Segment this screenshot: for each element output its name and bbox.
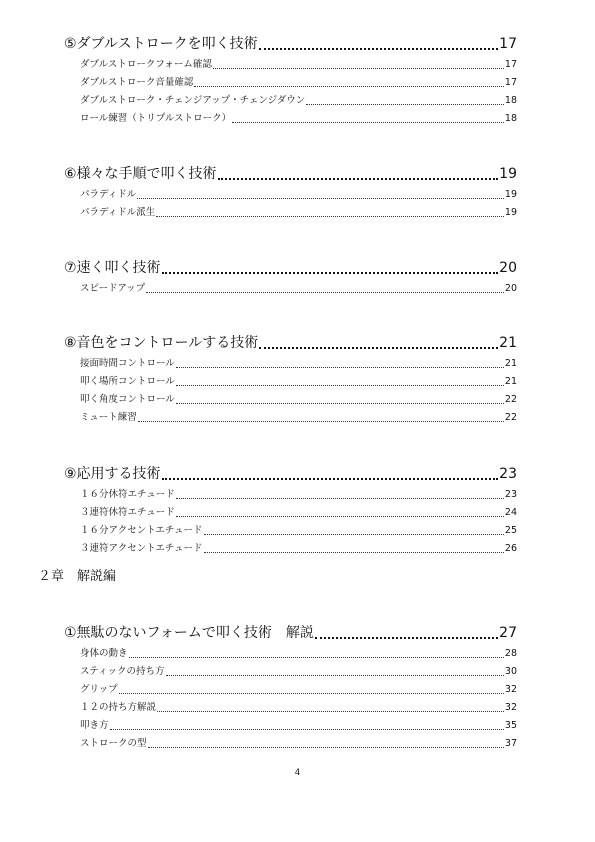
toc-entry-label: グリップ: [80, 684, 118, 695]
toc-entry[interactable]: [80, 506, 517, 520]
toc-entry-label: ストロークの型: [80, 738, 147, 749]
toc-section-page: 20: [499, 260, 517, 276]
toc-entry[interactable]: [80, 94, 517, 108]
toc-entry-page: 21: [504, 376, 517, 387]
toc-entry-page: 19: [504, 189, 517, 200]
chapter-heading: ２章 解説編: [38, 569, 117, 584]
toc-entry[interactable]: [80, 488, 517, 502]
toc-entry[interactable]: [80, 375, 517, 389]
dot-leader: [218, 178, 499, 180]
toc-entry[interactable]: [80, 393, 517, 407]
dot-leader: [138, 421, 504, 422]
toc-entry-page: 37: [504, 738, 517, 749]
toc-entry[interactable]: [80, 411, 517, 425]
toc-entry-page: 18: [504, 95, 517, 106]
toc-entry-label: ミュート練習: [80, 412, 137, 423]
toc-section-title: ⑦速く叩く技術: [64, 260, 161, 276]
toc-entry[interactable]: [80, 524, 517, 538]
toc-section-page: 21: [499, 335, 517, 351]
dot-leader: [156, 216, 504, 217]
toc-entry[interactable]: [80, 542, 517, 556]
dot-leader: [259, 347, 498, 349]
toc-entry-label: ダブルストローク・チェンジアップ・チェンジダウン: [80, 95, 306, 106]
dot-leader: [176, 403, 504, 404]
toc-entry-label: 身体の動き: [80, 648, 128, 659]
toc-entry-page: 21: [504, 358, 517, 369]
toc-entry[interactable]: [80, 112, 517, 126]
dot-leader: [259, 48, 499, 50]
toc-entry-page: 35: [504, 720, 517, 731]
toc-section-page: 19: [499, 166, 517, 182]
toc-section-heading[interactable]: [64, 35, 517, 53]
toc-section-title: ⑨応用する技術: [64, 466, 161, 482]
dot-leader: [162, 478, 499, 480]
dot-leader: [176, 367, 504, 368]
toc-section-page: 17: [499, 36, 517, 52]
toc-entry-page: 20: [504, 283, 517, 294]
dot-leader: [176, 498, 504, 499]
toc-entry-label: 叩く場所コントロール: [80, 376, 175, 387]
toc-entry[interactable]: [80, 357, 517, 371]
toc-entry-label: １２の持ち方解説: [80, 702, 157, 713]
dot-leader: [148, 747, 504, 748]
toc-entry-page: 22: [504, 394, 517, 405]
dot-leader: [232, 122, 504, 123]
toc-entry-page: 30: [504, 666, 517, 677]
dot-leader: [110, 729, 504, 730]
toc-entry-label: 叩き方: [80, 720, 109, 731]
dot-leader: [129, 657, 504, 658]
toc-entry[interactable]: [80, 701, 517, 715]
toc-entry-label: ダブルストローク音量確認: [80, 77, 194, 88]
toc-section-title: ⑥様々な手順で叩く技術: [64, 166, 217, 182]
dot-leader: [315, 637, 498, 639]
toc-entry-label: 接面時間コントロール: [80, 358, 175, 369]
toc-entry-page: 25: [504, 525, 517, 536]
toc-section-heading[interactable]: [64, 334, 517, 352]
toc-entry-page: 17: [504, 59, 517, 70]
toc-entry[interactable]: [80, 188, 517, 202]
toc-section-title: ⑧音色をコントロールする技術: [64, 335, 259, 351]
dot-leader: [119, 693, 504, 694]
toc-section-heading[interactable]: [64, 624, 517, 642]
dot-leader: [137, 198, 504, 199]
dot-leader: [166, 675, 504, 676]
toc-entry-label: ３連符アクセントエチュード: [80, 543, 203, 554]
dot-leader: [306, 104, 504, 105]
page-number: 4: [294, 768, 301, 778]
toc-entry-label: 叩く角度コントロール: [80, 394, 175, 405]
toc-entry[interactable]: [80, 665, 517, 679]
toc-section-heading[interactable]: [64, 465, 517, 483]
dot-leader: [162, 272, 499, 274]
toc-entry-page: 19: [504, 207, 517, 218]
toc-entry[interactable]: [80, 58, 517, 72]
toc-section-page: 23: [499, 466, 517, 482]
toc-entry[interactable]: [80, 76, 517, 90]
toc-entry-page: 17: [504, 77, 517, 88]
toc-entry-label: スティックの持ち方: [80, 666, 165, 677]
toc-entry-label: １６分休符エチュード: [80, 489, 175, 500]
toc-entry-page: 32: [504, 684, 517, 695]
dot-leader: [204, 534, 504, 535]
dot-leader: [157, 711, 504, 712]
toc-entry-label: スピードアップ: [80, 283, 146, 294]
toc-entry[interactable]: [80, 647, 517, 661]
toc-entry[interactable]: [80, 719, 517, 733]
dot-leader: [176, 385, 504, 386]
dot-leader: [194, 86, 504, 87]
toc-section-page: 27: [499, 625, 517, 641]
toc-entry-label: パラディドル: [80, 189, 137, 200]
dot-leader: [204, 552, 504, 553]
toc-entry-page: 18: [504, 113, 517, 124]
dot-leader: [146, 292, 504, 293]
toc-entry-page: 26: [504, 543, 517, 554]
toc-entry-label: ダブルストロークフォーム確認: [80, 59, 212, 70]
toc-entry-label: ロール練習（トリプルストローク）: [80, 113, 232, 124]
toc-entry-label: パラディドル派生: [80, 207, 156, 218]
toc-entry[interactable]: [80, 206, 517, 220]
toc-entry[interactable]: [80, 282, 517, 296]
toc-entry[interactable]: [80, 737, 517, 751]
toc-entry-label: ３連符休符エチュード: [80, 507, 175, 518]
dot-leader: [176, 516, 504, 517]
toc-entry[interactable]: [80, 683, 517, 697]
toc-section-heading[interactable]: [64, 259, 517, 277]
toc-entry-page: 32: [504, 702, 517, 713]
toc-entry-page: 23: [504, 489, 517, 500]
toc-section-title: ①無駄のないフォームで叩く技術 解説: [64, 625, 314, 641]
toc-entry-page: 22: [504, 412, 517, 423]
toc-section-heading[interactable]: [64, 165, 517, 183]
toc-entry-page: 24: [504, 507, 517, 518]
dot-leader: [213, 68, 504, 69]
toc-section-title: ⑤ダブルストロークを叩く技術: [64, 36, 258, 52]
toc-entry-label: １６分アクセントエチュード: [80, 525, 203, 536]
toc-entry-page: 28: [504, 648, 517, 659]
